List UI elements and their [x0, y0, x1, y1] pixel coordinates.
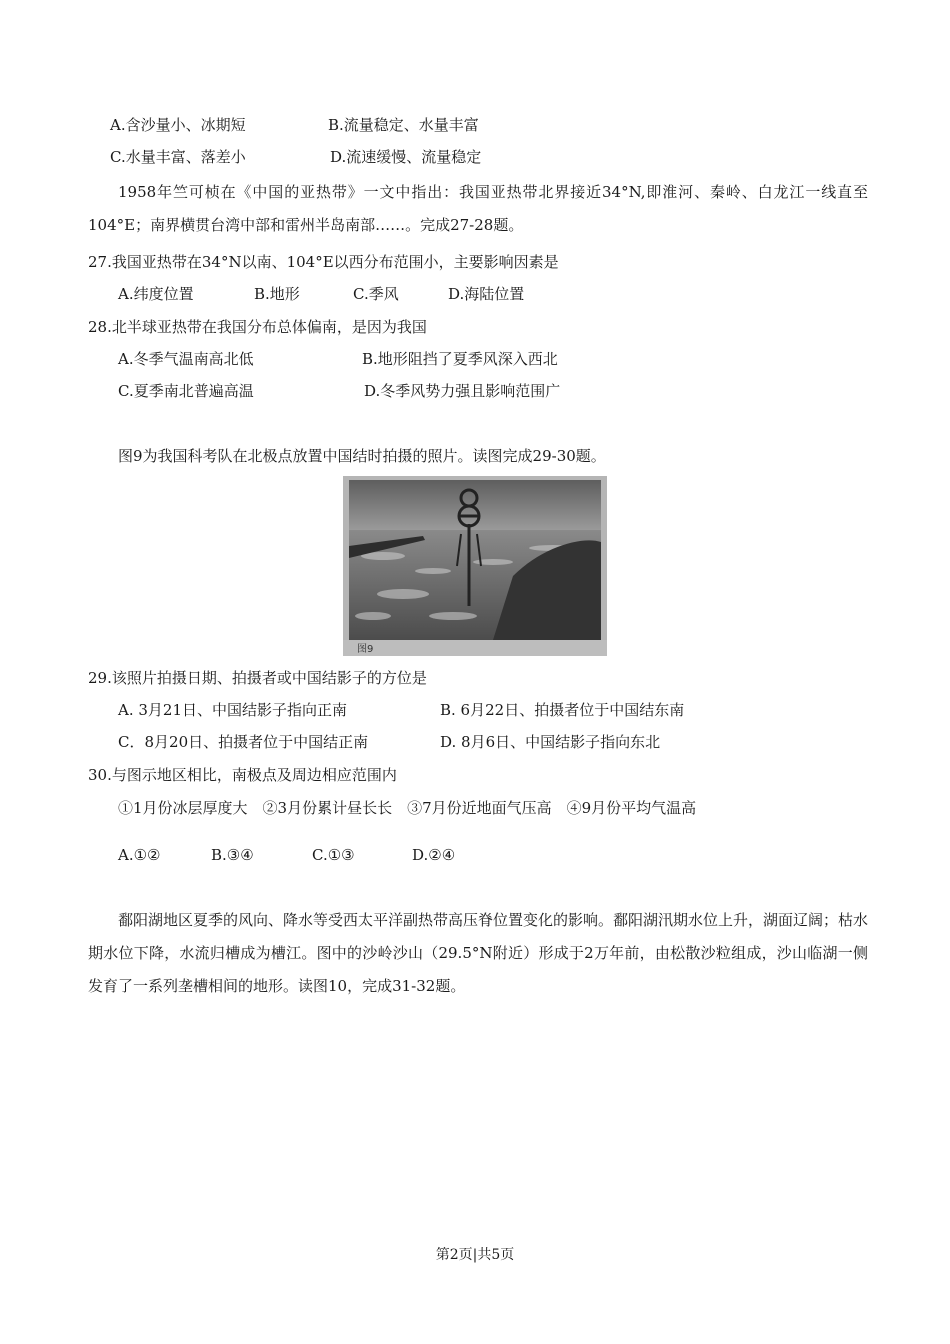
q30-option-c: C.①③ [312, 846, 355, 864]
q29-option-b: B. 6月22日、拍摄者位于中国结东南 [440, 701, 685, 719]
q28-stem: 28.北半球亚热带在我国分布总体偏南，是因为我国 [88, 318, 427, 336]
q27-option-d: D.海陆位置 [448, 285, 525, 303]
q28-option-d: D.冬季风势力强且影响范围广 [364, 382, 561, 400]
figure-9-image [343, 476, 607, 656]
q26-option-c: C.水量丰富、落差小 [110, 148, 246, 166]
q30-statements: ①1月份冰层厚度大 ②3月份累计昼长长 ③7月份近地面气压高 ④9月份平均气温高 [118, 799, 697, 817]
intro-31-32: 鄱阳湖地区夏季的风向、降水等受西太平洋副热带高压脊位置变化的影响。鄱阳湖汛期水位上升，湖面辽阔；枯水期水位下降，水流归槽成为槽江。图中的沙岭沙山（29.5°N附近）形成于2万年前，由松散沙粒组成，沙山临湖一侧发育了一系列垄槽相间的地形。读图10，完成31-32题。 [88, 911, 869, 995]
q27-stem: 27.我国亚热带在34°N以南、104°E以西分布范围小，主要影响因素是 [88, 253, 559, 271]
q30-stem: 30.与图示地区相比，南极点及周边相应范围内 [88, 766, 397, 784]
q27-option-c: C.季风 [353, 285, 399, 303]
intro-27-28: 1958年竺可桢在《中国的亚热带》一文中指出：我国亚热带北界接近34°N,即淮河、秦岭、白龙江一线直至104°E；南界横贯台湾中部和雷州半岛南部……。完成27-28题。 [88, 183, 868, 234]
q29-stem: 29.该照片拍摄日期、拍摄者或中国结影子的方位是 [88, 669, 427, 687]
figure-9-caption: 图9 [357, 644, 374, 655]
q28-option-a: A.冬季气温南高北低 [118, 350, 254, 368]
q30-option-d: D.②④ [412, 846, 456, 864]
q29-option-d: D. 8月6日、中国结影子指向东北 [440, 733, 661, 751]
q30-option-a: A.①② [118, 846, 161, 864]
q27-option-a: A.纬度位置 [118, 285, 194, 303]
q29-option-a: A. 3月21日、中国结影子指向正南 [118, 701, 348, 719]
q28-option-c: C.夏季南北普遍高温 [118, 382, 254, 400]
page-footer: 第2页|共5页 [435, 1247, 515, 1263]
q29-option-c: C．8月20日、拍摄者位于中国结正南 [118, 733, 369, 751]
q26-option-d: D.流速缓慢、流量稳定 [330, 148, 482, 166]
q28-option-b: B.地形阻挡了夏季风深入西北 [362, 350, 558, 368]
q30-option-b: B.③④ [211, 846, 254, 864]
q26-option-a: A.含沙量小、冰期短 [110, 116, 246, 134]
intro-29-30: 图9为我国科考队在北极点放置中国结时拍摄的照片。读图完成29-30题。 [118, 447, 606, 465]
q27-option-b: B.地形 [254, 285, 300, 303]
figure-9-photo [343, 476, 607, 656]
q26-option-b: B.流量稳定、水量丰富 [328, 116, 479, 134]
